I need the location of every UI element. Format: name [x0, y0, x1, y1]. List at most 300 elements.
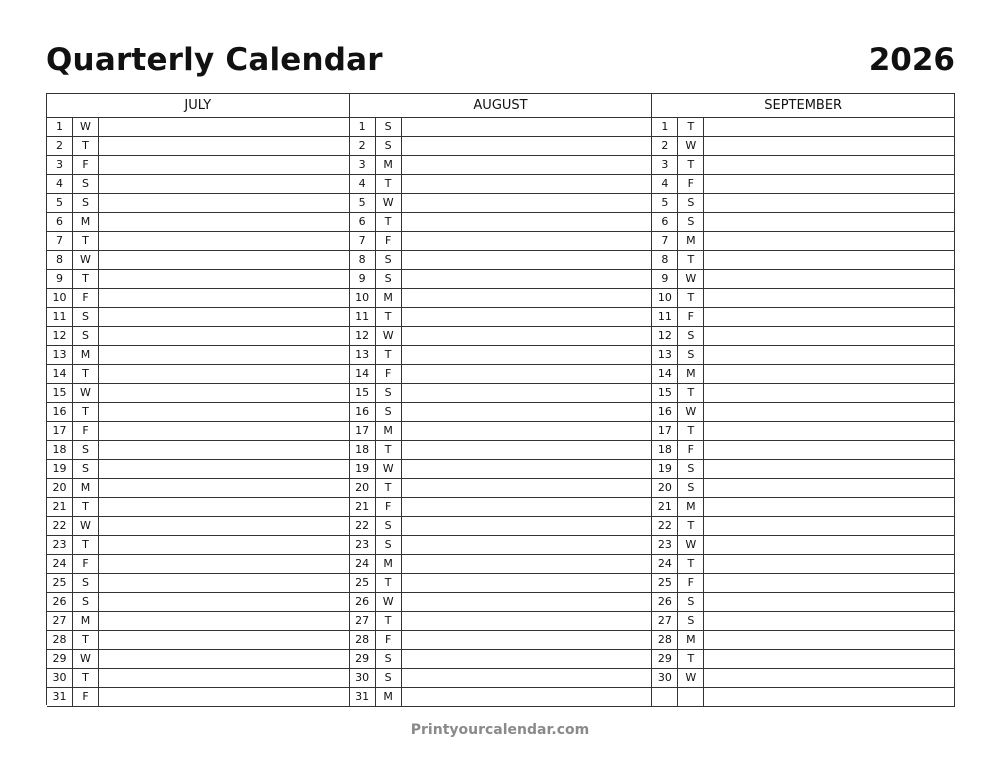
day-number: 4	[47, 175, 73, 193]
day-row	[47, 175, 350, 194]
day-number: 21	[47, 498, 73, 516]
note-cell[interactable]	[402, 593, 653, 611]
day-of-week: S	[73, 327, 99, 345]
day-row	[350, 175, 653, 194]
day-of-week: T	[678, 289, 704, 307]
day-number: 27	[350, 612, 376, 630]
note-cell[interactable]	[402, 574, 653, 592]
day-row	[47, 441, 350, 460]
note-cell[interactable]	[704, 498, 955, 516]
note-cell[interactable]	[704, 175, 955, 193]
day-row	[652, 156, 955, 175]
day-row	[350, 251, 653, 270]
day-row	[350, 555, 653, 574]
day-number: 17	[652, 422, 678, 440]
note-cell[interactable]	[704, 441, 955, 459]
day-number: 30	[652, 669, 678, 687]
note-cell[interactable]	[99, 574, 350, 592]
day-number: 22	[652, 517, 678, 535]
day-number: 23	[47, 536, 73, 554]
day-number: 23	[350, 536, 376, 554]
note-cell[interactable]	[99, 289, 350, 307]
day-of-week: M	[376, 555, 402, 573]
day-row	[652, 593, 955, 612]
day-of-week: W	[376, 194, 402, 212]
day-row	[652, 460, 955, 479]
note-cell[interactable]	[704, 213, 955, 231]
day-of-week: M	[73, 213, 99, 231]
day-row	[652, 688, 955, 707]
day-row	[652, 194, 955, 213]
day-row	[350, 118, 653, 137]
note-cell[interactable]	[704, 365, 955, 383]
day-number: 8	[350, 251, 376, 269]
day-number: 6	[652, 213, 678, 231]
note-cell[interactable]	[99, 137, 350, 155]
note-cell[interactable]	[402, 498, 653, 516]
day-number: 26	[47, 593, 73, 611]
day-number: 10	[652, 289, 678, 307]
day-row	[652, 118, 955, 137]
day-of-week: T	[73, 498, 99, 516]
day-of-week: W	[376, 593, 402, 611]
footer-website: Printyourcalendar.com	[410, 722, 590, 738]
note-cell[interactable]	[99, 327, 350, 345]
note-cell[interactable]	[704, 536, 955, 554]
day-of-week: S	[376, 517, 402, 535]
note-cell[interactable]	[99, 650, 350, 668]
day-number: 20	[652, 479, 678, 497]
month-column-august	[350, 94, 653, 705]
day-of-week: F	[73, 688, 99, 706]
note-cell[interactable]	[99, 194, 350, 212]
note-cell[interactable]	[99, 232, 350, 250]
day-row	[350, 479, 653, 498]
day-row	[350, 460, 653, 479]
day-number: 14	[47, 365, 73, 383]
day-row	[652, 213, 955, 232]
note-cell[interactable]	[99, 270, 350, 288]
day-number: 22	[47, 517, 73, 535]
day-number: 5	[652, 194, 678, 212]
day-of-week: S	[73, 460, 99, 478]
day-number: 10	[350, 289, 376, 307]
day-of-week: T	[678, 517, 704, 535]
day-row	[47, 137, 350, 156]
note-cell[interactable]	[704, 118, 955, 136]
day-of-week: S	[376, 118, 402, 136]
day-of-week: F	[678, 175, 704, 193]
day-row	[47, 308, 350, 327]
day-of-week: M	[678, 365, 704, 383]
day-number: 17	[47, 422, 73, 440]
day-of-week: T	[73, 270, 99, 288]
day-number: 7	[47, 232, 73, 250]
day-row	[47, 213, 350, 232]
day-number: 18	[47, 441, 73, 459]
day-number: 20	[350, 479, 376, 497]
day-number: 16	[350, 403, 376, 421]
day-row	[652, 669, 955, 688]
day-number: 26	[652, 593, 678, 611]
day-of-week: M	[678, 631, 704, 649]
day-of-week: W	[73, 384, 99, 402]
note-cell[interactable]	[402, 650, 653, 668]
note-cell[interactable]	[402, 118, 653, 136]
note-cell[interactable]	[704, 289, 955, 307]
day-of-week: T	[678, 555, 704, 573]
day-of-week: S	[73, 194, 99, 212]
day-row	[652, 251, 955, 270]
note-cell[interactable]	[704, 555, 955, 573]
note-cell[interactable]	[704, 194, 955, 212]
day-of-week: T	[678, 422, 704, 440]
day-row	[652, 270, 955, 289]
day-number: 30	[350, 669, 376, 687]
day-of-week: M	[678, 232, 704, 250]
note-cell[interactable]	[99, 688, 350, 706]
day-number: 1	[652, 118, 678, 136]
note-cell[interactable]	[704, 270, 955, 288]
day-of-week: T	[678, 384, 704, 402]
day-number: 2	[47, 137, 73, 155]
day-of-week: W	[73, 650, 99, 668]
day-row	[652, 289, 955, 308]
note-cell[interactable]	[402, 555, 653, 573]
day-row	[652, 365, 955, 384]
day-number: 12	[47, 327, 73, 345]
day-number: 19	[47, 460, 73, 478]
note-cell[interactable]	[402, 631, 653, 649]
day-row	[350, 232, 653, 251]
day-of-week: T	[376, 213, 402, 231]
day-of-week: F	[376, 631, 402, 649]
note-cell[interactable]	[402, 688, 653, 706]
day-row	[47, 593, 350, 612]
note-cell[interactable]	[402, 422, 653, 440]
day-of-week: S	[73, 175, 99, 193]
day-of-week: M	[73, 612, 99, 630]
day-row	[652, 308, 955, 327]
note-cell[interactable]	[99, 308, 350, 326]
day-of-week: S	[376, 251, 402, 269]
day-of-week: T	[376, 346, 402, 364]
day-row	[350, 422, 653, 441]
day-of-week: S	[376, 270, 402, 288]
day-number: 11	[350, 308, 376, 326]
note-cell[interactable]	[402, 460, 653, 478]
day-row	[47, 631, 350, 650]
note-cell[interactable]	[402, 403, 653, 421]
note-cell[interactable]	[704, 574, 955, 592]
note-cell[interactable]	[402, 270, 653, 288]
day-number: 15	[350, 384, 376, 402]
day-of-week: F	[73, 555, 99, 573]
day-of-week: F	[376, 232, 402, 250]
note-cell[interactable]	[704, 631, 955, 649]
day-row	[350, 498, 653, 517]
day-of-week: W	[73, 118, 99, 136]
day-of-week: F	[73, 422, 99, 440]
day-of-week: T	[73, 631, 99, 649]
month-column-july	[47, 94, 350, 705]
day-number: 5	[47, 194, 73, 212]
day-of-week: W	[376, 460, 402, 478]
note-cell[interactable]	[99, 213, 350, 231]
note-cell[interactable]	[402, 289, 653, 307]
note-cell[interactable]	[402, 536, 653, 554]
day-row	[350, 289, 653, 308]
note-cell[interactable]	[402, 517, 653, 535]
day-row	[47, 156, 350, 175]
day-of-week: S	[73, 308, 99, 326]
day-number: 6	[350, 213, 376, 231]
note-cell[interactable]	[402, 479, 653, 497]
day-of-week: M	[73, 346, 99, 364]
note-cell[interactable]	[99, 479, 350, 497]
note-cell[interactable]	[99, 118, 350, 136]
day-number: 23	[652, 536, 678, 554]
day-of-week: T	[376, 308, 402, 326]
note-cell[interactable]	[99, 536, 350, 554]
day-of-week: T	[73, 365, 99, 383]
note-cell[interactable]	[704, 327, 955, 345]
month-header: JULY	[47, 94, 350, 118]
day-of-week: S	[376, 403, 402, 421]
day-of-week: T	[376, 479, 402, 497]
day-of-week: F	[678, 574, 704, 592]
day-number: 17	[350, 422, 376, 440]
note-cell[interactable]	[704, 403, 955, 421]
day-of-week: W	[73, 251, 99, 269]
day-of-week: W	[678, 669, 704, 687]
day-number: 24	[652, 555, 678, 573]
calendar-grid	[46, 93, 955, 705]
day-row	[47, 479, 350, 498]
note-cell[interactable]	[704, 156, 955, 174]
day-of-week: T	[73, 536, 99, 554]
note-cell[interactable]	[402, 346, 653, 364]
day-number: 18	[652, 441, 678, 459]
day-of-week: S	[376, 384, 402, 402]
day-number: 9	[350, 270, 376, 288]
day-row	[350, 346, 653, 365]
day-number: 13	[652, 346, 678, 364]
note-cell[interactable]	[704, 612, 955, 630]
day-row	[47, 270, 350, 289]
note-cell[interactable]	[99, 669, 350, 687]
day-number: 26	[350, 593, 376, 611]
note-cell[interactable]	[704, 346, 955, 364]
day-number: 12	[652, 327, 678, 345]
day-number: 29	[47, 650, 73, 668]
day-number: 11	[47, 308, 73, 326]
note-cell[interactable]	[99, 441, 350, 459]
day-number: 25	[47, 574, 73, 592]
note-cell[interactable]	[99, 251, 350, 269]
note-cell[interactable]	[402, 156, 653, 174]
day-row	[652, 555, 955, 574]
day-number: 22	[350, 517, 376, 535]
day-number: 27	[652, 612, 678, 630]
day-row	[350, 270, 653, 289]
day-of-week: M	[678, 498, 704, 516]
note-cell[interactable]	[99, 175, 350, 193]
day-of-week: S	[678, 460, 704, 478]
note-cell[interactable]	[704, 479, 955, 497]
day-of-week: S	[678, 479, 704, 497]
day-row	[350, 213, 653, 232]
day-row	[652, 517, 955, 536]
day-number: 25	[350, 574, 376, 592]
day-of-week: W	[678, 270, 704, 288]
day-row	[652, 346, 955, 365]
day-of-week: T	[376, 441, 402, 459]
day-number: 13	[350, 346, 376, 364]
day-number: 25	[652, 574, 678, 592]
note-cell[interactable]	[402, 251, 653, 269]
day-row	[652, 574, 955, 593]
month-header: SEPTEMBER	[652, 94, 955, 118]
note-cell[interactable]	[99, 460, 350, 478]
day-number: 7	[350, 232, 376, 250]
day-row	[652, 175, 955, 194]
note-cell[interactable]	[402, 365, 653, 383]
note-cell[interactable]	[704, 384, 955, 402]
note-cell[interactable]	[402, 612, 653, 630]
day-row	[47, 498, 350, 517]
day-row	[47, 289, 350, 308]
note-cell[interactable]	[704, 688, 955, 706]
day-of-week: S	[376, 536, 402, 554]
day-number: 9	[652, 270, 678, 288]
note-cell[interactable]	[99, 346, 350, 364]
day-of-week: S	[678, 194, 704, 212]
day-number: 29	[652, 650, 678, 668]
day-row	[350, 669, 653, 688]
day-row	[47, 194, 350, 213]
note-cell[interactable]	[99, 384, 350, 402]
day-of-week: S	[678, 327, 704, 345]
day-row	[47, 536, 350, 555]
note-cell[interactable]	[704, 251, 955, 269]
day-number	[652, 688, 678, 706]
day-number: 14	[350, 365, 376, 383]
note-cell[interactable]	[402, 175, 653, 193]
day-row	[47, 403, 350, 422]
note-cell[interactable]	[704, 308, 955, 326]
day-row	[350, 308, 653, 327]
note-cell[interactable]	[402, 441, 653, 459]
note-cell[interactable]	[99, 555, 350, 573]
day-row	[350, 156, 653, 175]
day-row	[47, 365, 350, 384]
note-cell[interactable]	[402, 213, 653, 231]
day-row	[47, 669, 350, 688]
day-number: 19	[652, 460, 678, 478]
day-of-week: M	[376, 688, 402, 706]
year-label: 2026	[868, 42, 955, 78]
day-number: 4	[350, 175, 376, 193]
note-cell[interactable]	[704, 422, 955, 440]
day-number: 13	[47, 346, 73, 364]
note-cell[interactable]	[704, 593, 955, 611]
note-cell[interactable]	[99, 365, 350, 383]
note-cell[interactable]	[99, 156, 350, 174]
day-row	[350, 137, 653, 156]
note-cell[interactable]	[402, 669, 653, 687]
day-number: 10	[47, 289, 73, 307]
note-cell[interactable]	[704, 517, 955, 535]
note-cell[interactable]	[402, 384, 653, 402]
day-of-week: T	[376, 175, 402, 193]
day-number: 2	[350, 137, 376, 155]
day-number: 4	[652, 175, 678, 193]
note-cell[interactable]	[704, 460, 955, 478]
month-header: AUGUST	[350, 94, 653, 118]
day-number: 28	[350, 631, 376, 649]
day-number: 7	[652, 232, 678, 250]
note-cell[interactable]	[704, 137, 955, 155]
note-cell[interactable]	[704, 650, 955, 668]
note-cell[interactable]	[99, 422, 350, 440]
day-row	[350, 650, 653, 669]
day-number: 9	[47, 270, 73, 288]
note-cell[interactable]	[99, 593, 350, 611]
day-row	[350, 365, 653, 384]
note-cell[interactable]	[402, 327, 653, 345]
day-number: 14	[652, 365, 678, 383]
day-number: 24	[47, 555, 73, 573]
day-row	[350, 688, 653, 707]
day-number: 11	[652, 308, 678, 326]
day-of-week: F	[73, 289, 99, 307]
day-number: 16	[652, 403, 678, 421]
note-cell[interactable]	[99, 612, 350, 630]
note-cell[interactable]	[99, 517, 350, 535]
day-number: 3	[652, 156, 678, 174]
day-row	[350, 194, 653, 213]
note-cell[interactable]	[402, 232, 653, 250]
day-number: 24	[350, 555, 376, 573]
day-number: 31	[350, 688, 376, 706]
day-of-week: T	[678, 118, 704, 136]
day-of-week: S	[73, 593, 99, 611]
note-cell[interactable]	[704, 669, 955, 687]
day-of-week: S	[73, 441, 99, 459]
day-of-week: S	[73, 574, 99, 592]
day-of-week: W	[678, 536, 704, 554]
note-cell[interactable]	[402, 194, 653, 212]
day-of-week: T	[73, 137, 99, 155]
day-number: 8	[652, 251, 678, 269]
day-row	[652, 232, 955, 251]
day-of-week: T	[73, 232, 99, 250]
note-cell[interactable]	[99, 498, 350, 516]
note-cell[interactable]	[402, 137, 653, 155]
day-of-week: M	[376, 289, 402, 307]
day-number: 20	[47, 479, 73, 497]
day-of-week	[678, 688, 704, 706]
day-row	[47, 346, 350, 365]
note-cell[interactable]	[99, 403, 350, 421]
day-row	[350, 536, 653, 555]
day-row	[47, 422, 350, 441]
day-number: 5	[350, 194, 376, 212]
note-cell[interactable]	[704, 232, 955, 250]
note-cell[interactable]	[402, 308, 653, 326]
note-cell[interactable]	[99, 631, 350, 649]
